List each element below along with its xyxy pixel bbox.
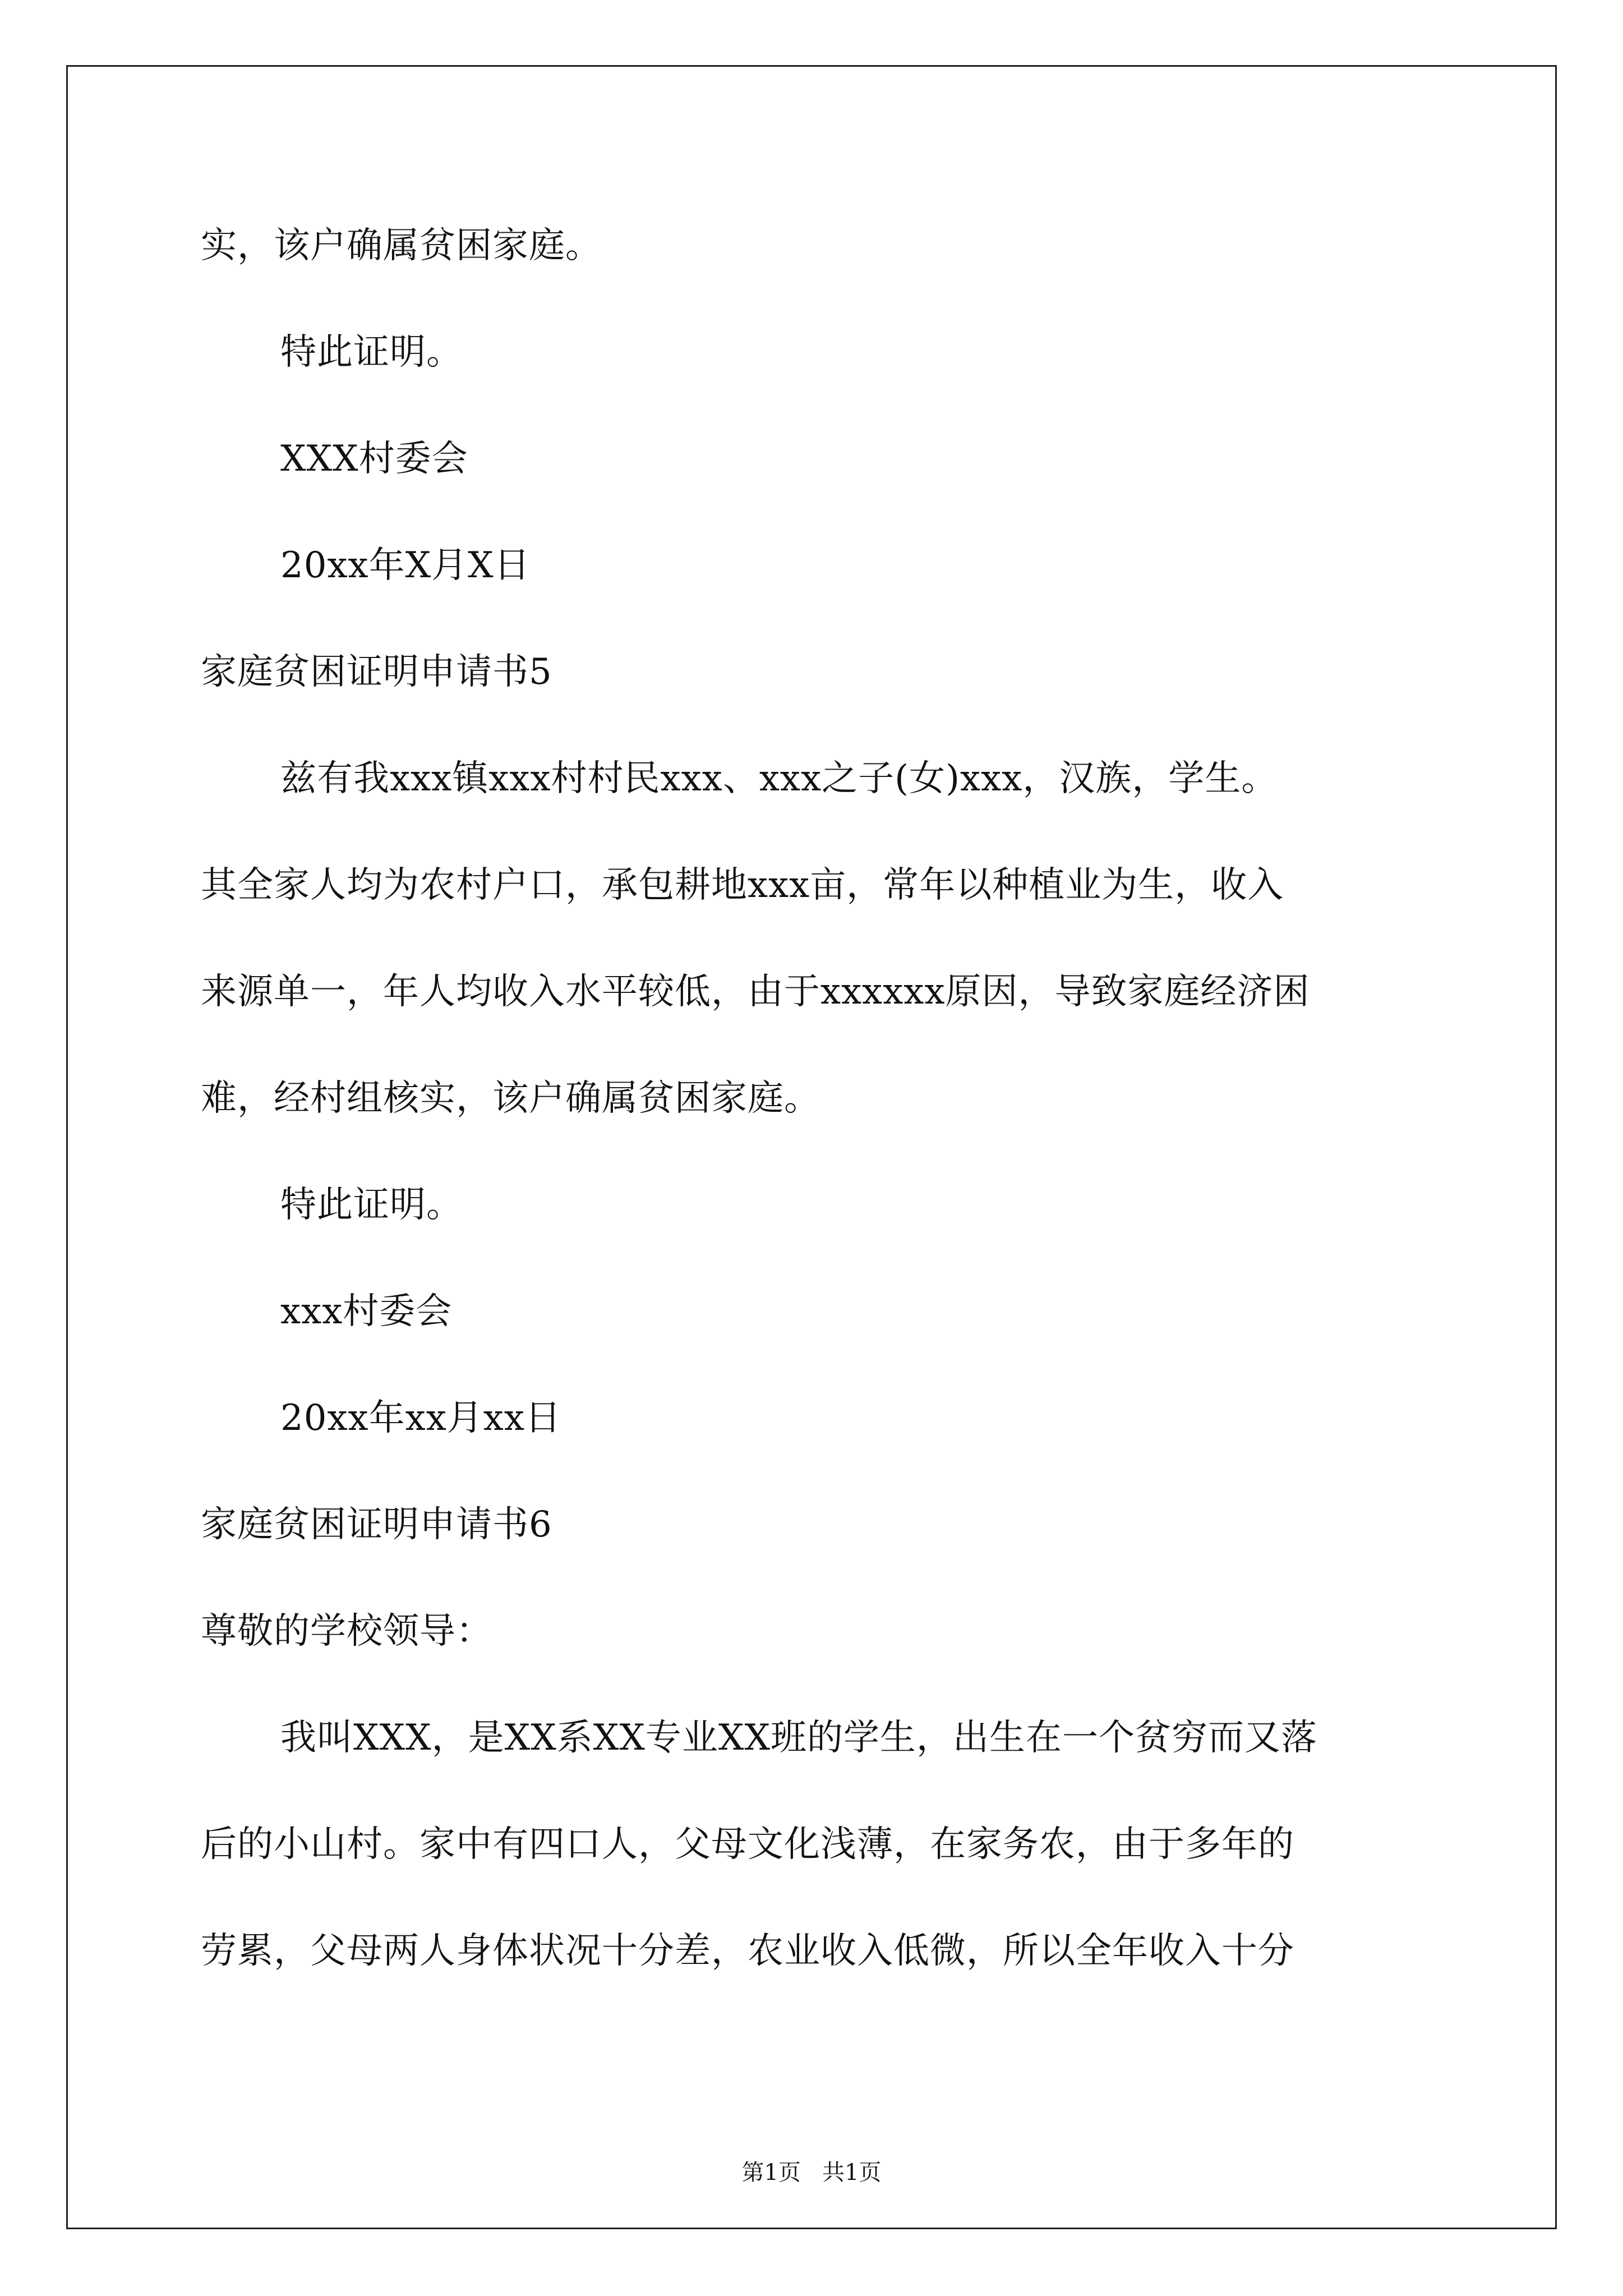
text-line-paragraph: 劳累，父母两人身体状况十分差，农业收入低微，所以全年收入十分	[201, 1930, 1294, 1972]
text-line-certify: 特此证明。	[280, 1184, 463, 1226]
text-line-certify: 特此证明。	[280, 332, 463, 373]
text-line-paragraph: 后的小山村。家中有四口人，父母文化浅薄，在家务农，由于多年的	[201, 1824, 1294, 1865]
text-line-date: 20xx年xx月xx日	[280, 1397, 561, 1439]
section-heading-5: 家庭贫困证明申请书5	[201, 651, 552, 693]
text-line-date: 20xx年X月X日	[280, 545, 531, 586]
page-border	[66, 65, 1557, 2229]
text-line-issuer: xxx村委会	[280, 1291, 453, 1332]
page-footer: 第1页 共1页	[741, 2160, 882, 2185]
text-line-continuation: 实，该户确属贫困家庭。	[201, 225, 602, 266]
text-line-paragraph: 我叫XXX，是XX系XX专业XX班的学生，出生在一个贫穷而又落	[280, 1717, 1318, 1759]
text-line-paragraph: 其全家人均为农村户口，承包耕地xxx亩，常年以种植业为生，收入	[201, 864, 1284, 906]
section-heading-6: 家庭贫困证明申请书6	[201, 1504, 552, 1545]
text-line-paragraph: 兹有我xxx镇xxx村村民xxx、xxx之子(女)xxx，汉族，学生。	[280, 758, 1278, 799]
text-line-issuer: XXX村委会	[280, 438, 468, 480]
text-line-salutation: 尊敬的学校领导：	[201, 1611, 492, 1652]
text-line-paragraph: 来源单一，年人均收入水平较低，由于xxxxxx原因，导致家庭经济困	[201, 971, 1310, 1013]
text-line-paragraph: 难，经村组核实，该户确属贫困家庭。	[201, 1078, 820, 1119]
